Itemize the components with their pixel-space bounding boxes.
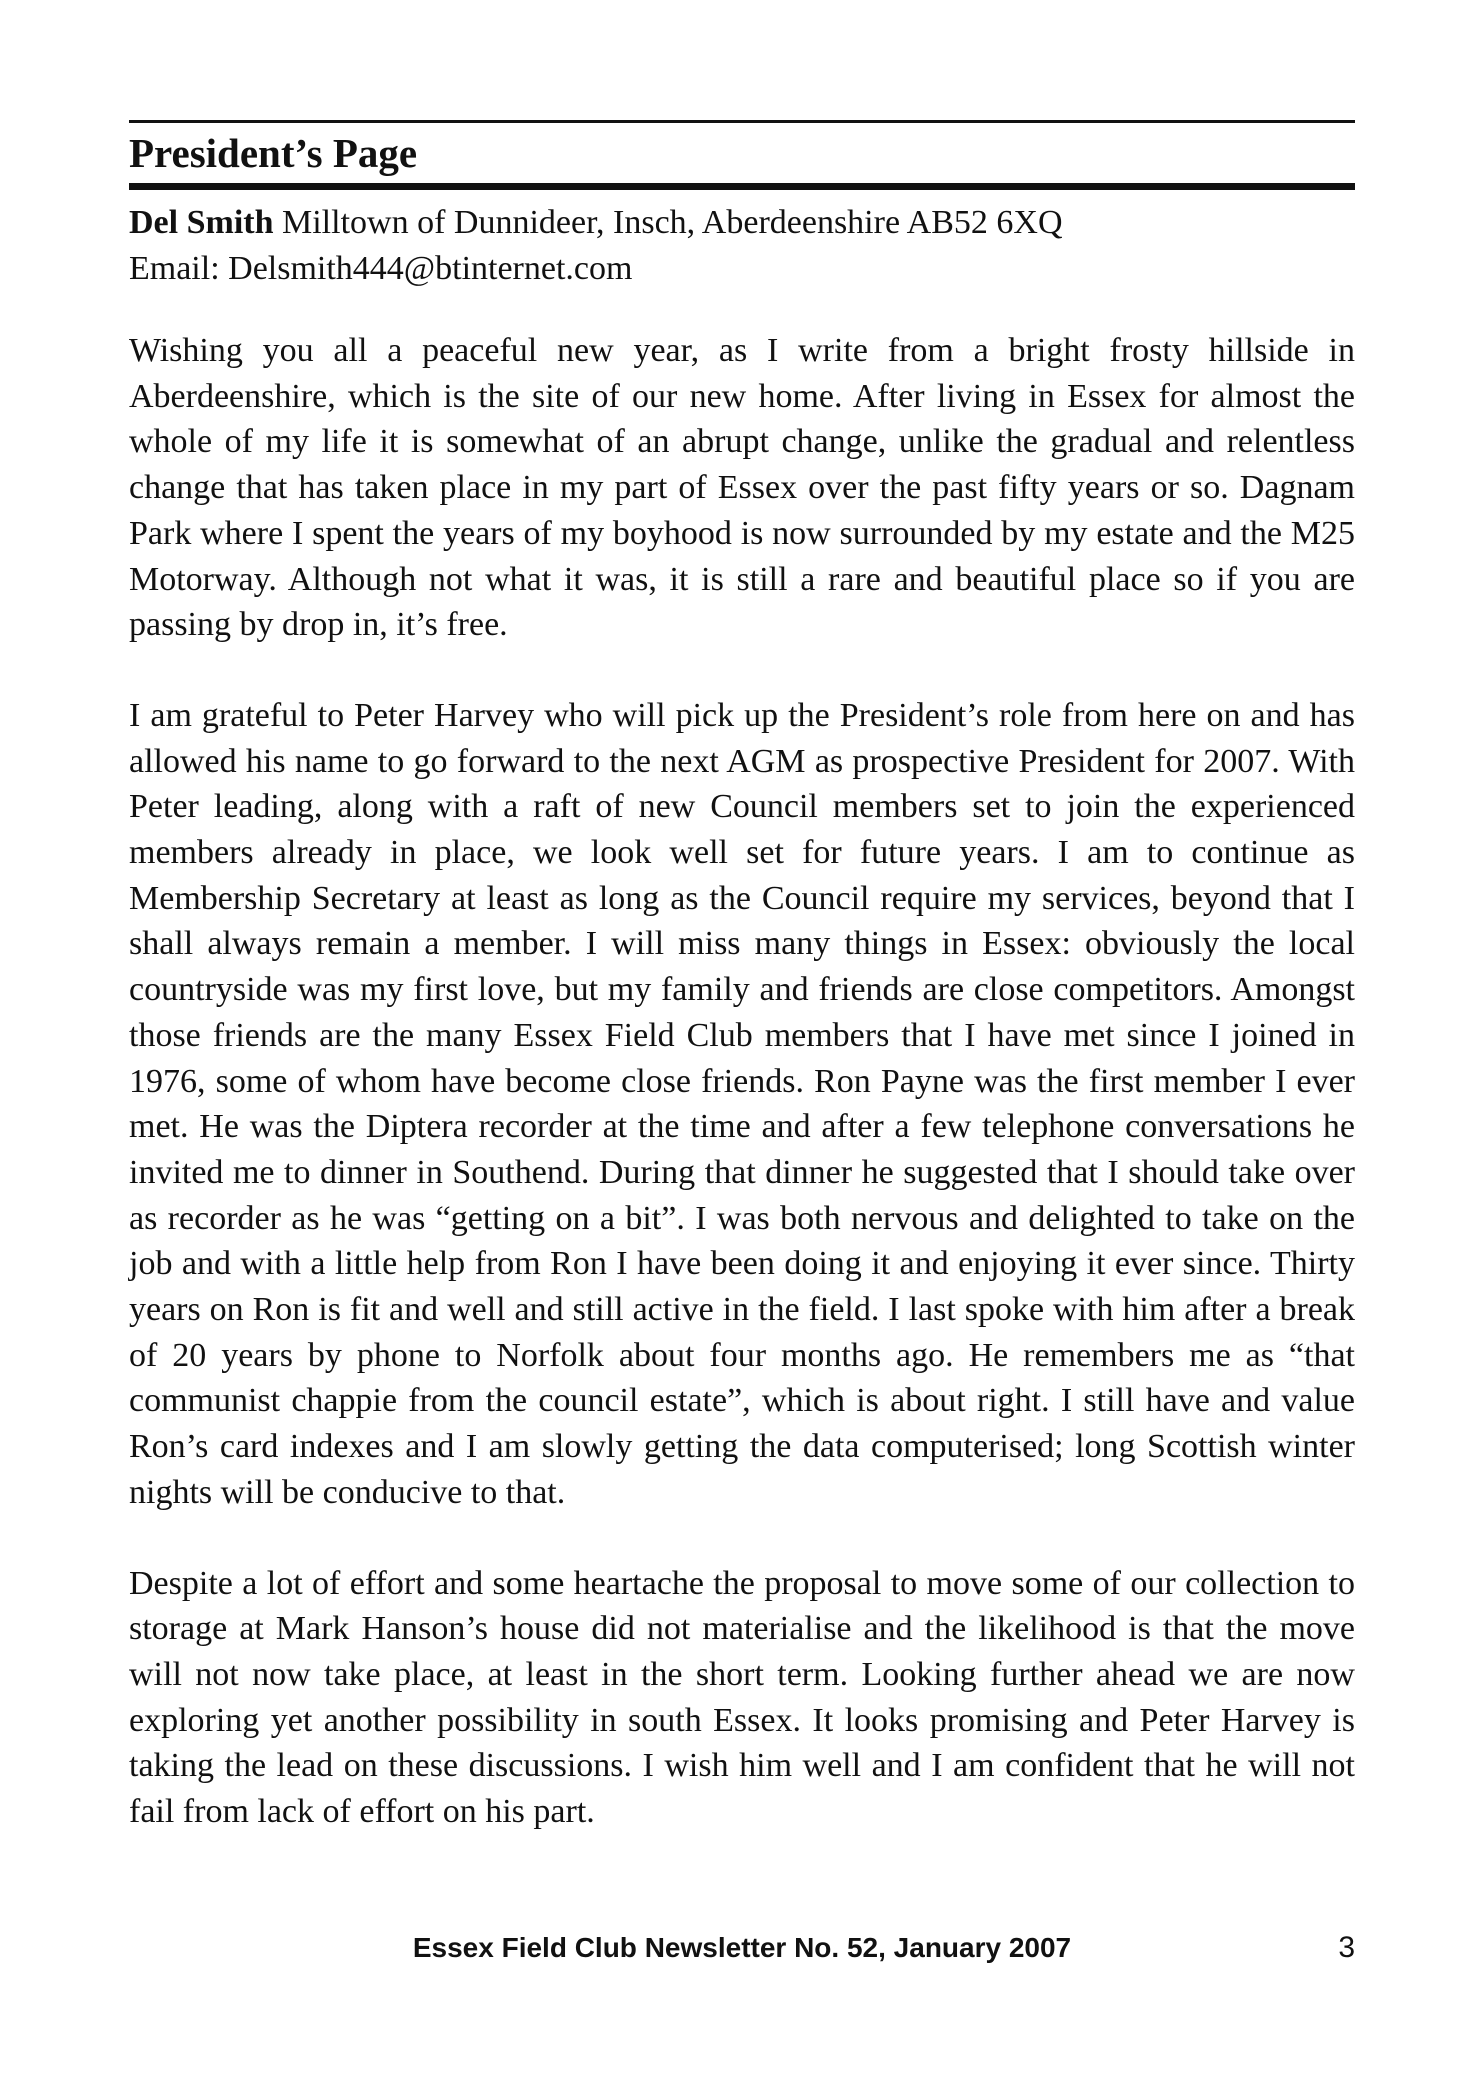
paragraph-3: Despite a lot of effort and some heartache the proposal to move some of our collection to storage at Mark Hanson’s house did not materialise and the likelihood is that the move will not now take place, at least in the short term. Looking further ahead we are now exploring yet another possibility in south Essex. It looks promising and Peter Harvey is taking the lead on these discussions. I wish him well and I am confident that he will not fail from lack of effort on his part. <box>129 1564 1355 1831</box>
author-email: Email: Delsmith444@btinternet.com <box>129 250 633 287</box>
author-address: Milltown of Dunnideer, Insch, Aberdeenshire AB52 6XQ <box>282 204 1063 241</box>
page <box>129 120 1355 2060</box>
page-title: President’s Page <box>129 130 418 176</box>
contact-block <box>129 200 1355 292</box>
page-number: 3 <box>1338 1931 1355 1964</box>
paragraph-1: Wishing you all a peaceful new year, as I write from a bright frosty hillside in Aberdeenshire, which is the site of our new home. After living in Essex for almost the whole of my life it is somewhat of an abrupt change, unlike the gradual and relentless change that has taken place in my part of Essex over the past fifty years or so. Dagnam Park where I spent the years of my boyhood is now surrounded by my estate and the M25 Motorway. Although not what it was, it is still a rare and beautiful place so if you are passing by drop in, it’s free. <box>129 332 1355 644</box>
title-underline-rule <box>129 183 1355 190</box>
publication-title: Essex Field Club Newsletter No. 52, January 2007 <box>412 1932 1072 1963</box>
paragraph-2: I am grateful to Peter Harvey who will pick up the President’s role from here on and has allowed his name to go forward to the next AGM as prospective President for 2007. With Peter leading, along with a raft of new Council members set to join the experienced members already in place, we look well set for future years. I am to continue as Membership Secretary at least as long as the Council require my services, beyond that I shall always remain a member. I will miss many things in Essex: obviously the local countryside was my first love, but my family and friends are close competitors. Amongst those friends are the many Essex Field Club members that I have met since I joined in 1976, some of whom have become close friends. Ron Payne was the first member I ever met. He was the Diptera recorder at the time and after a few telephone conversations he invited me to dinner in Southend. During that dinner he suggested that I should take over as recorder as he was “getting on a bit”. I was both nervous and delighted to take on the job and with a little help from Ron I have been doing it and enjoying it ever since. Thirty years on Ron is fit and well and still active in the field. I last spoke with him after a break of 20 years by phone to Norfolk about four months ago. He remembers me as “that communist chappie from the council estate”, which is about right. I still have and value Ron’s card indexes and I am slowly getting the data computerised; long Scottish winter nights will be conducive to that. <box>129 696 1355 1511</box>
article-body <box>129 328 1355 1835</box>
top-rule <box>129 120 1355 123</box>
contact-line <box>129 200 1355 246</box>
author-name: Del Smith <box>129 204 274 241</box>
page-footer <box>129 1928 1355 1968</box>
